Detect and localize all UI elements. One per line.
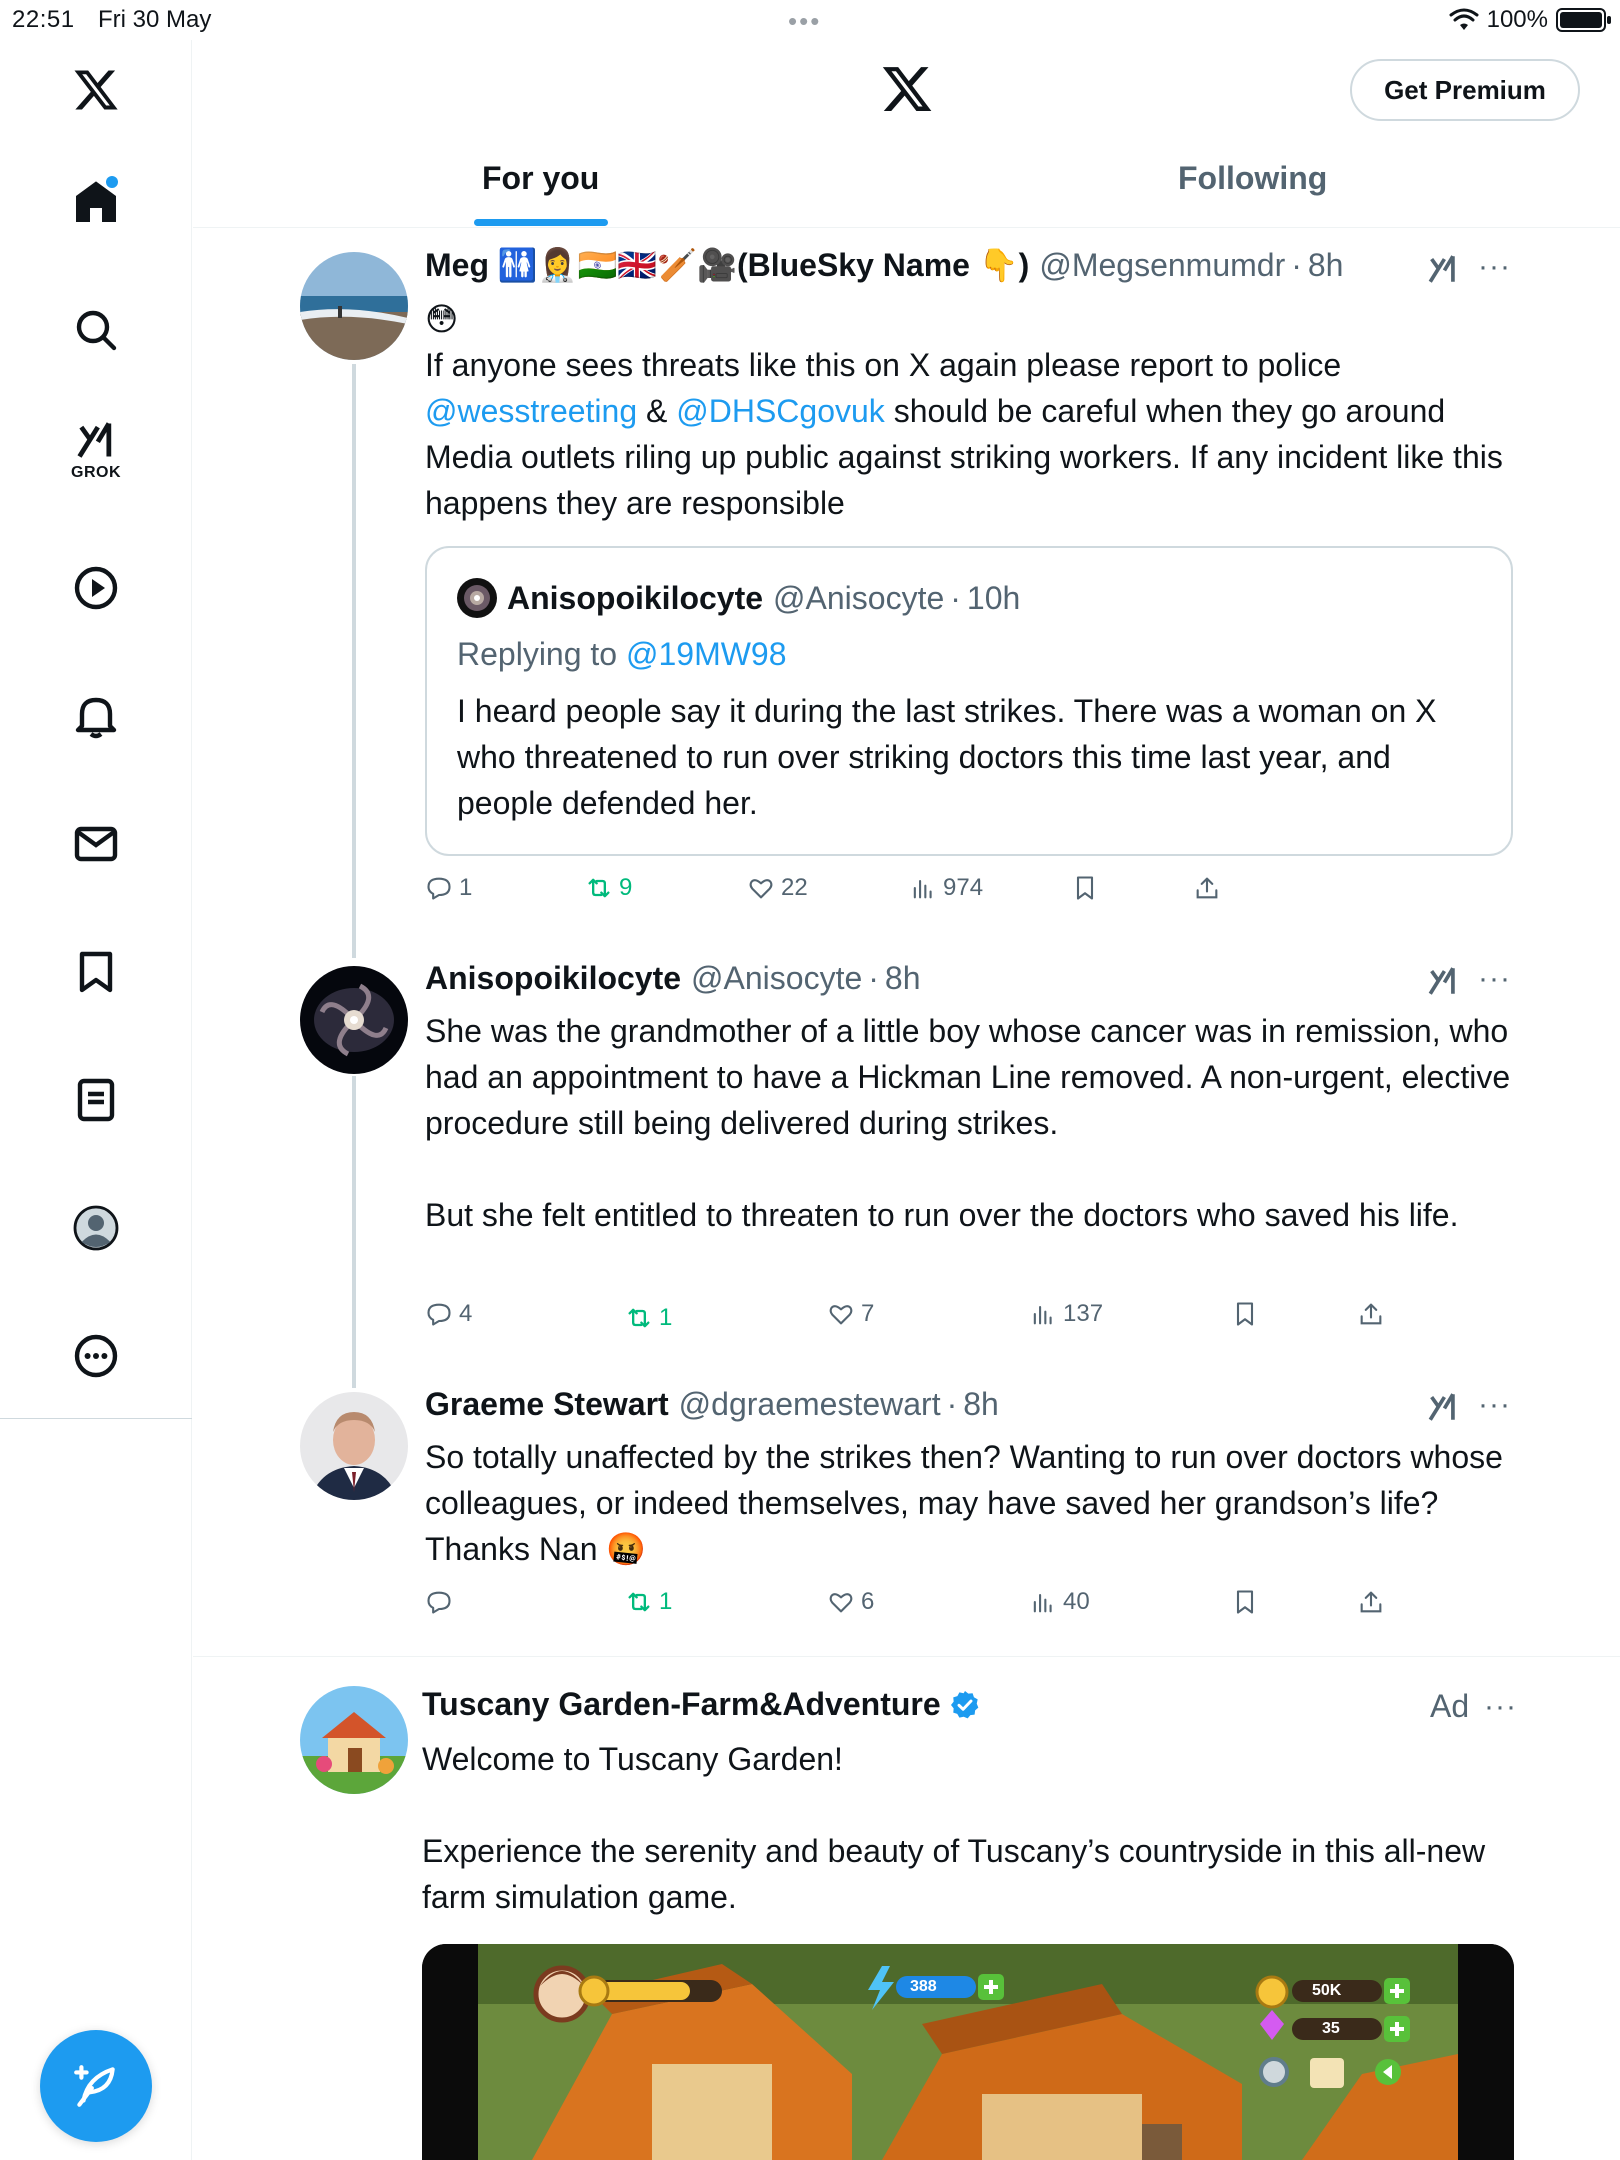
- replying-to-prefix: Replying to: [457, 636, 626, 672]
- repost-icon: [585, 874, 613, 902]
- bookmark-icon: [72, 948, 120, 996]
- like-button[interactable]: [827, 1300, 874, 1328]
- ad-image[interactable]: [422, 1944, 1514, 2160]
- like-button[interactable]: [747, 874, 808, 902]
- video-icon: [72, 564, 120, 612]
- mail-icon: [72, 820, 120, 868]
- views-count: 137: [1063, 1300, 1104, 1327]
- active-tab-indicator: [474, 219, 608, 226]
- nav-notifications[interactable]: [56, 676, 136, 756]
- like-count: 7: [861, 1300, 875, 1327]
- repost-icon: [625, 1588, 653, 1616]
- grok-label: GROK: [71, 464, 121, 481]
- views-count: 974: [943, 874, 984, 901]
- like-count: 22: [781, 874, 808, 901]
- get-premium-button[interactable]: Get Premium: [1350, 59, 1580, 121]
- post-separator: ·: [1291, 246, 1302, 283]
- nav-messages[interactable]: [56, 804, 136, 884]
- left-nav: [0, 40, 192, 2160]
- bookmark-button[interactable]: [1231, 1300, 1259, 1328]
- nav-more[interactable]: [56, 1316, 136, 1396]
- post-header: [425, 960, 921, 997]
- avatar[interactable]: [300, 1392, 408, 1500]
- post-author-name[interactable]: Meg 🚻👩‍⚕️🇮🇳🇬🇧🏏🎥(BlueSky Name 👇): [425, 247, 1030, 283]
- views-button[interactable]: [909, 874, 983, 902]
- more-options-icon[interactable]: ···: [1484, 1690, 1517, 1723]
- like-button[interactable]: [827, 1588, 874, 1616]
- quote-avatar: [457, 578, 497, 618]
- nav-bookmarks[interactable]: [56, 932, 136, 1012]
- share-button[interactable]: [1357, 1300, 1385, 1328]
- post-author-handle[interactable]: @Anisocyte: [691, 960, 863, 996]
- quote-header: [457, 578, 1020, 618]
- bookmark-button[interactable]: [1231, 1588, 1259, 1616]
- repost-count: 9: [619, 874, 633, 901]
- grok-icon[interactable]: [1426, 252, 1460, 286]
- post-text-rest: should be careful when they go around Media outlets riling up public against striking workers. If any incident like this happens they are responsible: [425, 393, 1503, 521]
- like-icon: [827, 1588, 855, 1616]
- post-actions: [425, 1588, 1525, 1628]
- post-header: [422, 1686, 981, 1723]
- header-divider: [193, 227, 1620, 228]
- share-icon: [1357, 1588, 1385, 1616]
- grok-icon[interactable]: [1426, 1390, 1460, 1424]
- views-icon: [909, 874, 937, 902]
- avatar[interactable]: [300, 966, 408, 1074]
- compose-button[interactable]: [40, 2030, 152, 2142]
- post-text-line: If anyone sees threats like this on X again please report to police: [425, 347, 1342, 383]
- share-button[interactable]: [1193, 874, 1221, 902]
- ad-text: Welcome to Tuscany Garden!: [422, 1741, 843, 1777]
- post-text: So totally unaffected by the strikes then? Wanting to run over doctors whose colleagues, or indeed themselves, may have saved her grandson’s life? Thanks Nan 🤬: [425, 1439, 1503, 1567]
- nav-home[interactable]: [56, 162, 136, 242]
- status-time: 22:51: [12, 6, 75, 33]
- game-coins-value: 50K: [1312, 1982, 1342, 1999]
- post-time[interactable]: 8h: [963, 1386, 999, 1422]
- like-count: 6: [861, 1588, 875, 1615]
- game-energy-value: 388: [910, 1978, 937, 1995]
- grok-icon[interactable]: [1426, 964, 1460, 998]
- x-logo-icon: [72, 66, 120, 114]
- bookmark-icon: [1231, 1588, 1259, 1616]
- avatar[interactable]: [300, 252, 408, 360]
- post-divider: [193, 1656, 1620, 1657]
- post-author-handle[interactable]: @Megsenmumdr: [1039, 246, 1286, 283]
- battery-icon: [1556, 8, 1606, 32]
- quote-author-handle: @Anisocyte: [773, 579, 945, 616]
- repost-button[interactable]: [625, 1588, 672, 1616]
- reply-button[interactable]: [425, 874, 472, 902]
- more-options-icon[interactable]: ···: [1478, 1388, 1511, 1421]
- x-logo-icon[interactable]: [880, 62, 934, 116]
- bell-icon: [72, 692, 120, 740]
- post-header: [425, 1386, 999, 1423]
- more-options-icon[interactable]: ···: [1478, 962, 1511, 995]
- status-right: [1449, 6, 1606, 34]
- game-gems-value: 35: [1322, 2020, 1340, 2037]
- bookmark-icon: [1071, 874, 1099, 902]
- tab-for-you[interactable]: For you: [482, 160, 600, 196]
- like-icon: [827, 1300, 855, 1328]
- views-count: 40: [1063, 1588, 1090, 1615]
- post-text: But she felt entitled to threaten to run over the doctors who saved his life.: [425, 1197, 1459, 1233]
- repost-button[interactable]: [585, 874, 632, 902]
- post-header: [425, 246, 1343, 284]
- post-text: [425, 342, 1525, 526]
- post-time[interactable]: 8h: [1307, 246, 1344, 283]
- nav-lists[interactable]: [56, 1060, 136, 1140]
- repost-button[interactable]: [625, 1304, 672, 1332]
- nav-search[interactable]: [56, 290, 136, 370]
- compose-feather-icon: [71, 2061, 121, 2111]
- post-author-name[interactable]: Anisopoikilocyte: [425, 960, 682, 996]
- multitask-dots-icon[interactable]: •••: [788, 6, 822, 36]
- share-icon: [1357, 1300, 1385, 1328]
- post-separator: ·: [868, 960, 879, 996]
- quote-author-name: Anisopoikilocyte: [507, 579, 764, 616]
- post-author-handle[interactable]: @dgraemestewart: [678, 1386, 941, 1422]
- battery-percent: 100%: [1486, 6, 1548, 33]
- share-button[interactable]: [1357, 1588, 1385, 1616]
- search-icon: [72, 306, 120, 354]
- post-author-name[interactable]: Graeme Stewart: [425, 1386, 669, 1422]
- bookmark-icon: [1231, 1300, 1259, 1328]
- views-button[interactable]: [1029, 1300, 1103, 1328]
- reply-icon: [425, 874, 453, 902]
- repost-count: 1: [659, 1304, 673, 1331]
- views-button[interactable]: [1029, 1588, 1090, 1616]
- x-logo-nav[interactable]: [56, 50, 136, 130]
- post-text-amp: &: [637, 393, 677, 429]
- replying-to: [457, 636, 787, 673]
- post-emoji: 😳: [425, 301, 459, 337]
- repost-count: 1: [659, 1588, 673, 1615]
- status-bar: [0, 0, 1620, 40]
- grok-icon: [74, 418, 118, 462]
- reply-button[interactable]: [425, 1300, 472, 1328]
- mention-link[interactable]: @DHSCgovuk: [676, 393, 885, 429]
- replying-to-mention[interactable]: @19MW98: [625, 636, 787, 672]
- list-icon: [72, 1076, 120, 1124]
- wifi-icon: [1449, 8, 1479, 32]
- repost-icon: [625, 1304, 653, 1332]
- reply-count: 4: [459, 1300, 473, 1327]
- quote-separator: ·: [950, 579, 961, 616]
- nav-video[interactable]: [56, 548, 136, 628]
- ad-text: Experience the serenity and beauty of Tuscany’s countryside in this all-new farm simulation game.: [422, 1833, 1486, 1915]
- reply-icon: [425, 1588, 453, 1616]
- views-icon: [1029, 1588, 1057, 1616]
- ad-label: Ad: [1430, 1688, 1470, 1724]
- post-separator: ·: [946, 1386, 958, 1422]
- nav-grok[interactable]: [56, 410, 136, 490]
- reply-count: 1: [459, 874, 473, 901]
- thread-line: [352, 1076, 356, 1388]
- more-icon: [72, 1332, 120, 1380]
- more-options-icon[interactable]: ···: [1478, 250, 1511, 283]
- ad-avatar[interactable]: [300, 1686, 408, 1794]
- ad-author-name[interactable]: Tuscany Garden-Farm&Adventure: [422, 1686, 941, 1722]
- tab-following[interactable]: Following: [1178, 160, 1328, 196]
- reply-button[interactable]: [425, 1588, 459, 1616]
- nav-profile[interactable]: [56, 1188, 136, 1268]
- reply-icon: [425, 1300, 453, 1328]
- post-text: She was the grandmother of a little boy whose cancer was in remission, who had an appointment to have a Hickman Line removed. A non-urgent, elective procedure still being delivered during strikes.: [425, 1013, 1511, 1141]
- nav-divider: [0, 1418, 192, 1419]
- share-icon: [1193, 874, 1221, 902]
- like-icon: [747, 874, 775, 902]
- quote-time: 10h: [966, 579, 1021, 616]
- verified-badge-icon: [949, 1689, 981, 1721]
- status-date: Fri 30 May: [98, 6, 212, 33]
- post-time[interactable]: 8h: [884, 960, 921, 996]
- bookmark-button[interactable]: [1071, 874, 1099, 902]
- quoted-post[interactable]: [425, 546, 1513, 856]
- post-actions: [425, 874, 1525, 914]
- thread-line: [352, 364, 356, 958]
- profile-icon: [72, 1204, 120, 1252]
- views-icon: [1029, 1300, 1057, 1328]
- home-notification-dot: [106, 176, 118, 188]
- post-actions: [425, 1300, 1525, 1340]
- quote-text: I heard people say it during the last strikes. There was a woman on X who threatened to run over striking doctors this time last year, and people defended her.: [457, 693, 1437, 821]
- mention-link[interactable]: @wesstreeting: [425, 393, 638, 429]
